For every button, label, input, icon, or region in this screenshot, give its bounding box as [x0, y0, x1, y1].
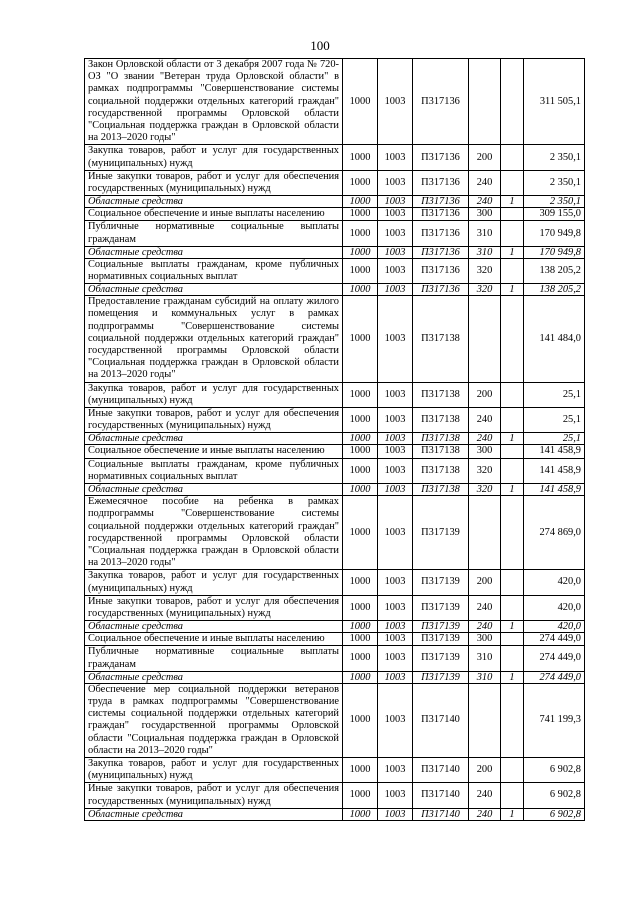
- amount-cell: 274 449,0: [524, 646, 585, 671]
- funding-source-cell: [501, 208, 524, 221]
- subsection-code-cell: 1003: [378, 458, 413, 483]
- table-row: [85, 296, 585, 382]
- item-name-cell: Публичные нормативные социальные выплаты гражданам: [85, 221, 343, 246]
- expense-type-cell: 240: [469, 196, 501, 208]
- item-name-cell: Иные закупки товаров, работ и услуг для обеспечения государственных (муниципальных) нужд: [85, 408, 343, 433]
- amount-cell: 138 205,2: [524, 258, 585, 283]
- subsection-code-cell: 1003: [378, 221, 413, 246]
- item-name-cell: Предоставление гражданам субсидий на оплату жилого помещения и коммунальных услуг в рамках подпрограммы "Совершенствование системы социальной поддержки отдельных категорий граждан" государственной программы Орловской области "Социальная поддержка граждан в Орловской области на 2013–2020 годы": [85, 296, 343, 382]
- table-row: [85, 408, 585, 433]
- expense-type-cell: 300: [469, 208, 501, 221]
- section-code-cell: 1000: [343, 445, 378, 458]
- section-code-cell: 1000: [343, 145, 378, 170]
- table-row: [85, 595, 585, 620]
- target-article-cell: П317140: [413, 783, 469, 808]
- subsection-code-cell: 1003: [378, 145, 413, 170]
- subsection-code-cell: 1003: [378, 808, 413, 820]
- expense-type-cell: [469, 59, 501, 145]
- amount-cell: 25,1: [524, 408, 585, 433]
- item-name-cell: Иные закупки товаров, работ и услуг для обеспечения государственных (муниципальных) нужд: [85, 170, 343, 195]
- table-row: [85, 221, 585, 246]
- table-row: [85, 570, 585, 595]
- funding-source-cell: [501, 783, 524, 808]
- expense-type-cell: [469, 496, 501, 570]
- table-row: [85, 170, 585, 195]
- item-name-cell: Областные средства: [85, 246, 343, 258]
- subsection-code-cell: 1003: [378, 646, 413, 671]
- subsection-code-cell: 1003: [378, 671, 413, 683]
- amount-cell: 420,0: [524, 570, 585, 595]
- subsection-code-cell: 1003: [378, 484, 413, 496]
- amount-cell: 2 350,1: [524, 170, 585, 195]
- expense-type-cell: 240: [469, 170, 501, 195]
- item-name-cell: Социальные выплаты гражданам, кроме публичных нормативных социальных выплат: [85, 258, 343, 283]
- item-name-cell: Закупка товаров, работ и услуг для государственных (муниципальных) нужд: [85, 570, 343, 595]
- target-article-cell: П317138: [413, 408, 469, 433]
- funding-source-cell: [501, 633, 524, 646]
- section-code-cell: 1000: [343, 296, 378, 382]
- expense-type-cell: 310: [469, 646, 501, 671]
- section-code-cell: 1000: [343, 196, 378, 208]
- subsection-code-cell: 1003: [378, 433, 413, 445]
- target-article-cell: П317139: [413, 646, 469, 671]
- expense-type-cell: 300: [469, 633, 501, 646]
- expense-type-cell: 240: [469, 408, 501, 433]
- page-number: 100: [310, 38, 330, 53]
- section-code-cell: 1000: [343, 170, 378, 195]
- expense-type-cell: [469, 296, 501, 382]
- funding-source-cell: 1: [501, 671, 524, 683]
- expense-type-cell: 300: [469, 445, 501, 458]
- table-row: [85, 458, 585, 483]
- amount-cell: 274 449,0: [524, 633, 585, 646]
- subsection-code-cell: 1003: [378, 633, 413, 646]
- amount-cell: 6 902,8: [524, 808, 585, 820]
- funding-source-cell: [501, 570, 524, 595]
- funding-source-cell: [501, 382, 524, 407]
- subsection-code-cell: 1003: [378, 170, 413, 195]
- amount-cell: 141 458,9: [524, 484, 585, 496]
- table-row: [85, 284, 585, 296]
- table-row: [85, 621, 585, 633]
- target-article-cell: П317138: [413, 382, 469, 407]
- subsection-code-cell: 1003: [378, 496, 413, 570]
- amount-cell: 141 458,9: [524, 445, 585, 458]
- item-name-cell: Областные средства: [85, 284, 343, 296]
- funding-source-cell: 1: [501, 246, 524, 258]
- budget-table-body: [85, 59, 585, 821]
- amount-cell: 170 949,8: [524, 221, 585, 246]
- table-row: [85, 445, 585, 458]
- expense-type-cell: 310: [469, 671, 501, 683]
- amount-cell: 25,1: [524, 433, 585, 445]
- subsection-code-cell: 1003: [378, 246, 413, 258]
- subsection-code-cell: 1003: [378, 382, 413, 407]
- amount-cell: 420,0: [524, 621, 585, 633]
- subsection-code-cell: 1003: [378, 296, 413, 382]
- target-article-cell: П317138: [413, 458, 469, 483]
- target-article-cell: П317139: [413, 570, 469, 595]
- target-article-cell: П317140: [413, 808, 469, 820]
- section-code-cell: 1000: [343, 221, 378, 246]
- item-name-cell: Ежемесячное пособие на ребенка в рамках подпрограммы "Совершенствование системы социальной поддержки отдельных категорий граждан" государственной программы Орловской области "Социальная поддержка граждан в Орловской области на 2013–2020 годы": [85, 496, 343, 570]
- target-article-cell: П317136: [413, 196, 469, 208]
- funding-source-cell: [501, 296, 524, 382]
- item-name-cell: Областные средства: [85, 671, 343, 683]
- amount-cell: 138 205,2: [524, 284, 585, 296]
- funding-source-cell: 1: [501, 808, 524, 820]
- expense-type-cell: 200: [469, 145, 501, 170]
- expense-type-cell: 240: [469, 621, 501, 633]
- funding-source-cell: 1: [501, 284, 524, 296]
- amount-cell: 274 869,0: [524, 496, 585, 570]
- table-row: [85, 196, 585, 208]
- target-article-cell: П317138: [413, 296, 469, 382]
- subsection-code-cell: 1003: [378, 595, 413, 620]
- target-article-cell: П317136: [413, 145, 469, 170]
- section-code-cell: 1000: [343, 484, 378, 496]
- section-code-cell: 1000: [343, 208, 378, 221]
- target-article-cell: П317139: [413, 595, 469, 620]
- section-code-cell: 1000: [343, 382, 378, 407]
- funding-source-cell: 1: [501, 196, 524, 208]
- subsection-code-cell: 1003: [378, 196, 413, 208]
- table-row: [85, 683, 585, 757]
- item-name-cell: Областные средства: [85, 196, 343, 208]
- section-code-cell: 1000: [343, 570, 378, 595]
- item-name-cell: Социальное обеспечение и иные выплаты населению: [85, 208, 343, 221]
- section-code-cell: 1000: [343, 783, 378, 808]
- table-row: [85, 246, 585, 258]
- table-row: [85, 757, 585, 782]
- section-code-cell: 1000: [343, 458, 378, 483]
- item-name-cell: Социальные выплаты гражданам, кроме публичных нормативных социальных выплат: [85, 458, 343, 483]
- expense-type-cell: 200: [469, 382, 501, 407]
- table-row: [85, 484, 585, 496]
- funding-source-cell: [501, 458, 524, 483]
- item-name-cell: Закон Орловской области от 3 декабря 2007 года № 720-ОЗ "О звании "Ветеран труда Орловской области" в рамках подпрограммы "Совершенствование системы социальной поддержки отдельных категорий граждан" государственной программы Орловской области "Социальная поддержка граждан в Орловской области на 2013–2020 годы": [85, 59, 343, 145]
- item-name-cell: Областные средства: [85, 433, 343, 445]
- section-code-cell: 1000: [343, 496, 378, 570]
- funding-source-cell: 1: [501, 484, 524, 496]
- subsection-code-cell: 1003: [378, 59, 413, 145]
- table-row: [85, 496, 585, 570]
- section-code-cell: 1000: [343, 633, 378, 646]
- expense-type-cell: [469, 683, 501, 757]
- subsection-code-cell: 1003: [378, 683, 413, 757]
- table-row: [85, 633, 585, 646]
- amount-cell: 170 949,8: [524, 246, 585, 258]
- funding-source-cell: [501, 170, 524, 195]
- target-article-cell: П317136: [413, 59, 469, 145]
- funding-source-cell: [501, 221, 524, 246]
- subsection-code-cell: 1003: [378, 570, 413, 595]
- subsection-code-cell: 1003: [378, 284, 413, 296]
- table-row: [85, 145, 585, 170]
- target-article-cell: П317136: [413, 246, 469, 258]
- item-name-cell: Закупка товаров, работ и услуг для государственных (муниципальных) нужд: [85, 382, 343, 407]
- section-code-cell: 1000: [343, 757, 378, 782]
- table-row: [85, 208, 585, 221]
- section-code-cell: 1000: [343, 246, 378, 258]
- item-name-cell: Социальное обеспечение и иные выплаты населению: [85, 445, 343, 458]
- table-row: [85, 808, 585, 820]
- funding-source-cell: [501, 496, 524, 570]
- expense-type-cell: 200: [469, 570, 501, 595]
- section-code-cell: 1000: [343, 408, 378, 433]
- item-name-cell: Закупка товаров, работ и услуг для государственных (муниципальных) нужд: [85, 757, 343, 782]
- expense-type-cell: 310: [469, 221, 501, 246]
- item-name-cell: Обеспечение мер социальной поддержки ветеранов труда в рамках подпрограммы "Совершенствование системы социальной поддержки отдельных категорий граждан" государственной программы Орловской области "Социальная поддержка граждан в Орловской области на 2013–2020 годы": [85, 683, 343, 757]
- funding-source-cell: [501, 408, 524, 433]
- item-name-cell: Публичные нормативные социальные выплаты гражданам: [85, 646, 343, 671]
- funding-source-cell: [501, 258, 524, 283]
- section-code-cell: 1000: [343, 284, 378, 296]
- target-article-cell: П317139: [413, 621, 469, 633]
- table-row: [85, 671, 585, 683]
- target-article-cell: П317136: [413, 284, 469, 296]
- item-name-cell: Областные средства: [85, 484, 343, 496]
- subsection-code-cell: 1003: [378, 621, 413, 633]
- amount-cell: 741 199,3: [524, 683, 585, 757]
- table-row: [85, 646, 585, 671]
- table-row: [85, 382, 585, 407]
- target-article-cell: П317139: [413, 671, 469, 683]
- amount-cell: 25,1: [524, 382, 585, 407]
- subsection-code-cell: 1003: [378, 258, 413, 283]
- funding-source-cell: 1: [501, 621, 524, 633]
- subsection-code-cell: 1003: [378, 408, 413, 433]
- expense-type-cell: 240: [469, 808, 501, 820]
- expense-type-cell: 240: [469, 433, 501, 445]
- target-article-cell: П317136: [413, 221, 469, 246]
- amount-cell: 2 350,1: [524, 145, 585, 170]
- item-name-cell: Иные закупки товаров, работ и услуг для обеспечения государственных (муниципальных) нужд: [85, 783, 343, 808]
- section-code-cell: 1000: [343, 621, 378, 633]
- section-code-cell: 1000: [343, 433, 378, 445]
- target-article-cell: П317140: [413, 683, 469, 757]
- subsection-code-cell: 1003: [378, 208, 413, 221]
- item-name-cell: Закупка товаров, работ и услуг для государственных (муниципальных) нужд: [85, 145, 343, 170]
- target-article-cell: П317136: [413, 170, 469, 195]
- funding-source-cell: [501, 646, 524, 671]
- expense-type-cell: 320: [469, 284, 501, 296]
- item-name-cell: Социальное обеспечение и иные выплаты населению: [85, 633, 343, 646]
- section-code-cell: 1000: [343, 808, 378, 820]
- target-article-cell: П317138: [413, 484, 469, 496]
- amount-cell: 311 505,1: [524, 59, 585, 145]
- section-code-cell: 1000: [343, 59, 378, 145]
- funding-source-cell: [501, 59, 524, 145]
- funding-source-cell: [501, 595, 524, 620]
- item-name-cell: Иные закупки товаров, работ и услуг для обеспечения государственных (муниципальных) нужд: [85, 595, 343, 620]
- target-article-cell: П317136: [413, 258, 469, 283]
- amount-cell: 6 902,8: [524, 757, 585, 782]
- amount-cell: 420,0: [524, 595, 585, 620]
- subsection-code-cell: 1003: [378, 783, 413, 808]
- subsection-code-cell: 1003: [378, 445, 413, 458]
- section-code-cell: 1000: [343, 646, 378, 671]
- expense-type-cell: 310: [469, 246, 501, 258]
- table-row: [85, 433, 585, 445]
- amount-cell: 141 484,0: [524, 296, 585, 382]
- funding-source-cell: [501, 683, 524, 757]
- amount-cell: 2 350,1: [524, 196, 585, 208]
- target-article-cell: П317139: [413, 496, 469, 570]
- funding-source-cell: [501, 145, 524, 170]
- expense-type-cell: 200: [469, 757, 501, 782]
- expense-type-cell: 240: [469, 783, 501, 808]
- budget-table: [84, 58, 585, 821]
- table-row: [85, 59, 585, 145]
- funding-source-cell: [501, 757, 524, 782]
- funding-source-cell: [501, 445, 524, 458]
- section-code-cell: 1000: [343, 671, 378, 683]
- target-article-cell: П317138: [413, 433, 469, 445]
- item-name-cell: Областные средства: [85, 808, 343, 820]
- section-code-cell: 1000: [343, 595, 378, 620]
- subsection-code-cell: 1003: [378, 757, 413, 782]
- funding-source-cell: 1: [501, 433, 524, 445]
- amount-cell: 6 902,8: [524, 783, 585, 808]
- item-name-cell: Областные средства: [85, 621, 343, 633]
- table-row: [85, 258, 585, 283]
- table-row: [85, 783, 585, 808]
- expense-type-cell: 320: [469, 484, 501, 496]
- section-code-cell: 1000: [343, 258, 378, 283]
- expense-type-cell: 240: [469, 595, 501, 620]
- section-code-cell: 1000: [343, 683, 378, 757]
- amount-cell: 141 458,9: [524, 458, 585, 483]
- expense-type-cell: 320: [469, 458, 501, 483]
- amount-cell: 274 449,0: [524, 671, 585, 683]
- target-article-cell: П317136: [413, 208, 469, 221]
- amount-cell: 309 155,0: [524, 208, 585, 221]
- target-article-cell: П317139: [413, 633, 469, 646]
- target-article-cell: П317140: [413, 757, 469, 782]
- expense-type-cell: 320: [469, 258, 501, 283]
- target-article-cell: П317138: [413, 445, 469, 458]
